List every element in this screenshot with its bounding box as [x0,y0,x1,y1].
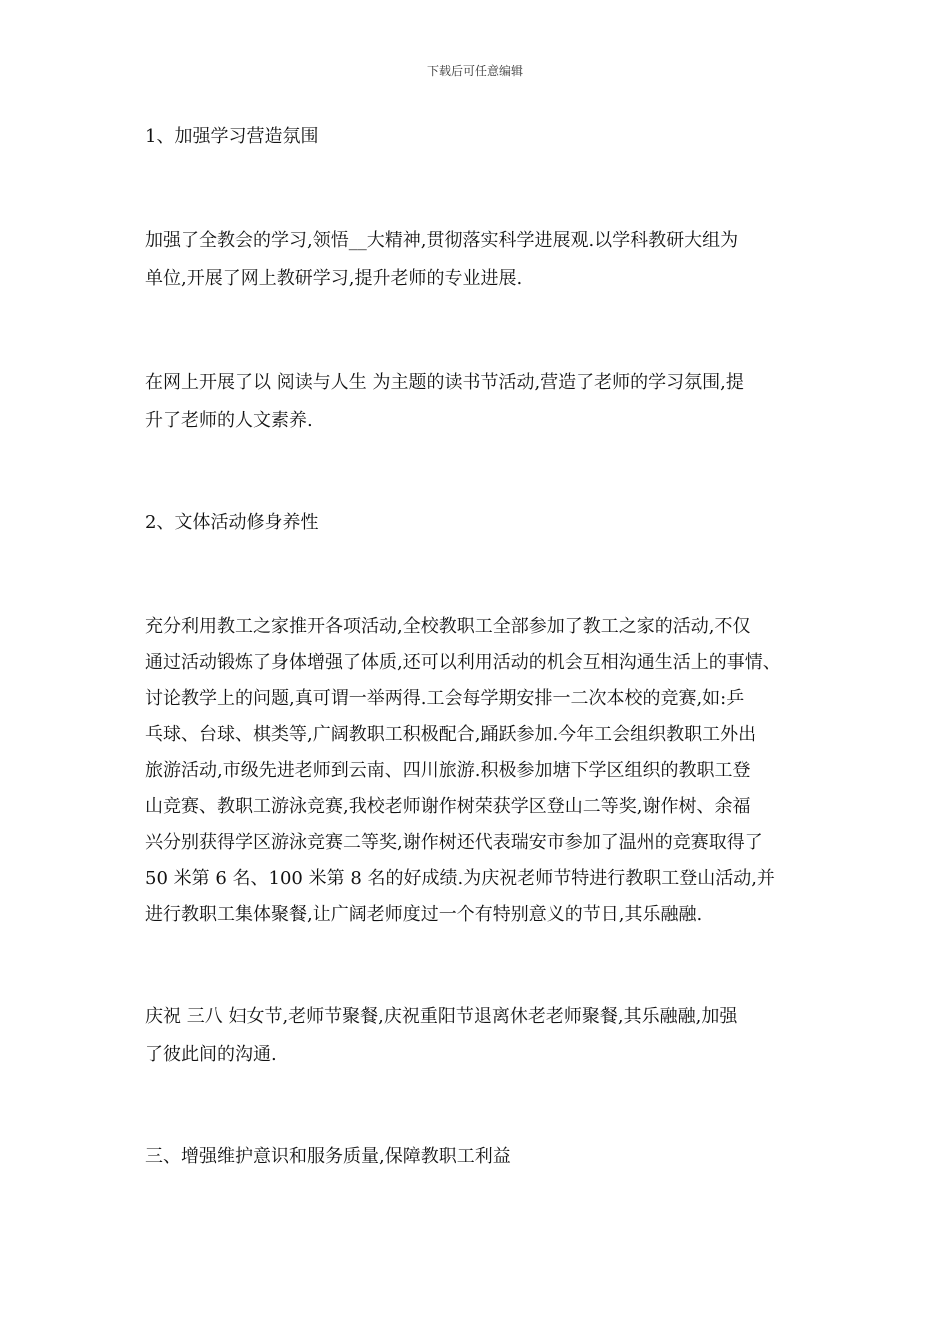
paragraph-1-line-1: 加强了全教会的学习,领悟__大精神,贯彻落实科学进展观.以学科教研大组为 [145,230,739,251]
paragraph-2-line-1: 在网上开展了以 阅读与人生 为主题的读书节活动,营造了老师的学习氛围,提 [145,372,744,393]
paragraph-3-line-8: 50 米第 6 名、100 米第 8 名的好成绩.为庆祝老师节特进行教职工登山活动,并 [145,868,775,889]
paragraph-3-line-2: 通过活动锻炼了身体增强了体质,还可以利用活动的机会互相沟通生活上的事情、 [145,652,781,673]
paragraph-1-line-2: 单位,开展了网上教研学习,提升老师的专业进展. [145,268,523,289]
paragraph-3-line-3: 讨论教学上的问题,真可谓一举两得.工会每学期安排一二次本校的竞赛,如:乒 [145,688,745,709]
paragraph-3-line-9: 进行教职工集体聚餐,让广阔老师度过一个有特别意义的节日,其乐融融. [145,904,703,925]
paragraph-4-line-1: 庆祝 三八 妇女节,老师节聚餐,庆祝重阳节退离休老老师聚餐,其乐融融,加强 [145,1006,738,1027]
paragraph-2-line-2: 升了老师的人文素养. [145,410,313,431]
section-heading-2: 2、文体活动修身养性 [145,512,319,533]
section-heading-1: 1、加强学习营造氛围 [145,126,319,147]
paragraph-4-line-2: 了彼此间的沟通. [145,1044,277,1065]
page-header: 下载后可任意编辑 [426,64,523,78]
paragraph-3-line-6: 山竞赛、教职工游泳竞赛,我校老师谢作树荣获学区登山二等奖,谢作树、余福 [145,796,751,817]
paragraph-3-line-1: 充分利用教工之家推开各项活动,全校教职工全部参加了教工之家的活动,不仅 [145,616,751,637]
section-heading-3: 三、增强维护意识和服务质量,保障教职工利益 [145,1146,511,1167]
paragraph-3-line-5: 旅游活动,市级先进老师到云南、四川旅游.积极参加塘下学区组织的教职工登 [145,760,751,781]
paragraph-3-line-7: 兴分别获得学区游泳竞赛二等奖,谢作树还代表瑞安市参加了温州的竞赛取得了 [145,832,763,853]
paragraph-3-line-4: 乓球、台球、棋类等,广阔教职工积极配合,踊跃参加.今年工会组织教职工外出 [145,724,757,745]
